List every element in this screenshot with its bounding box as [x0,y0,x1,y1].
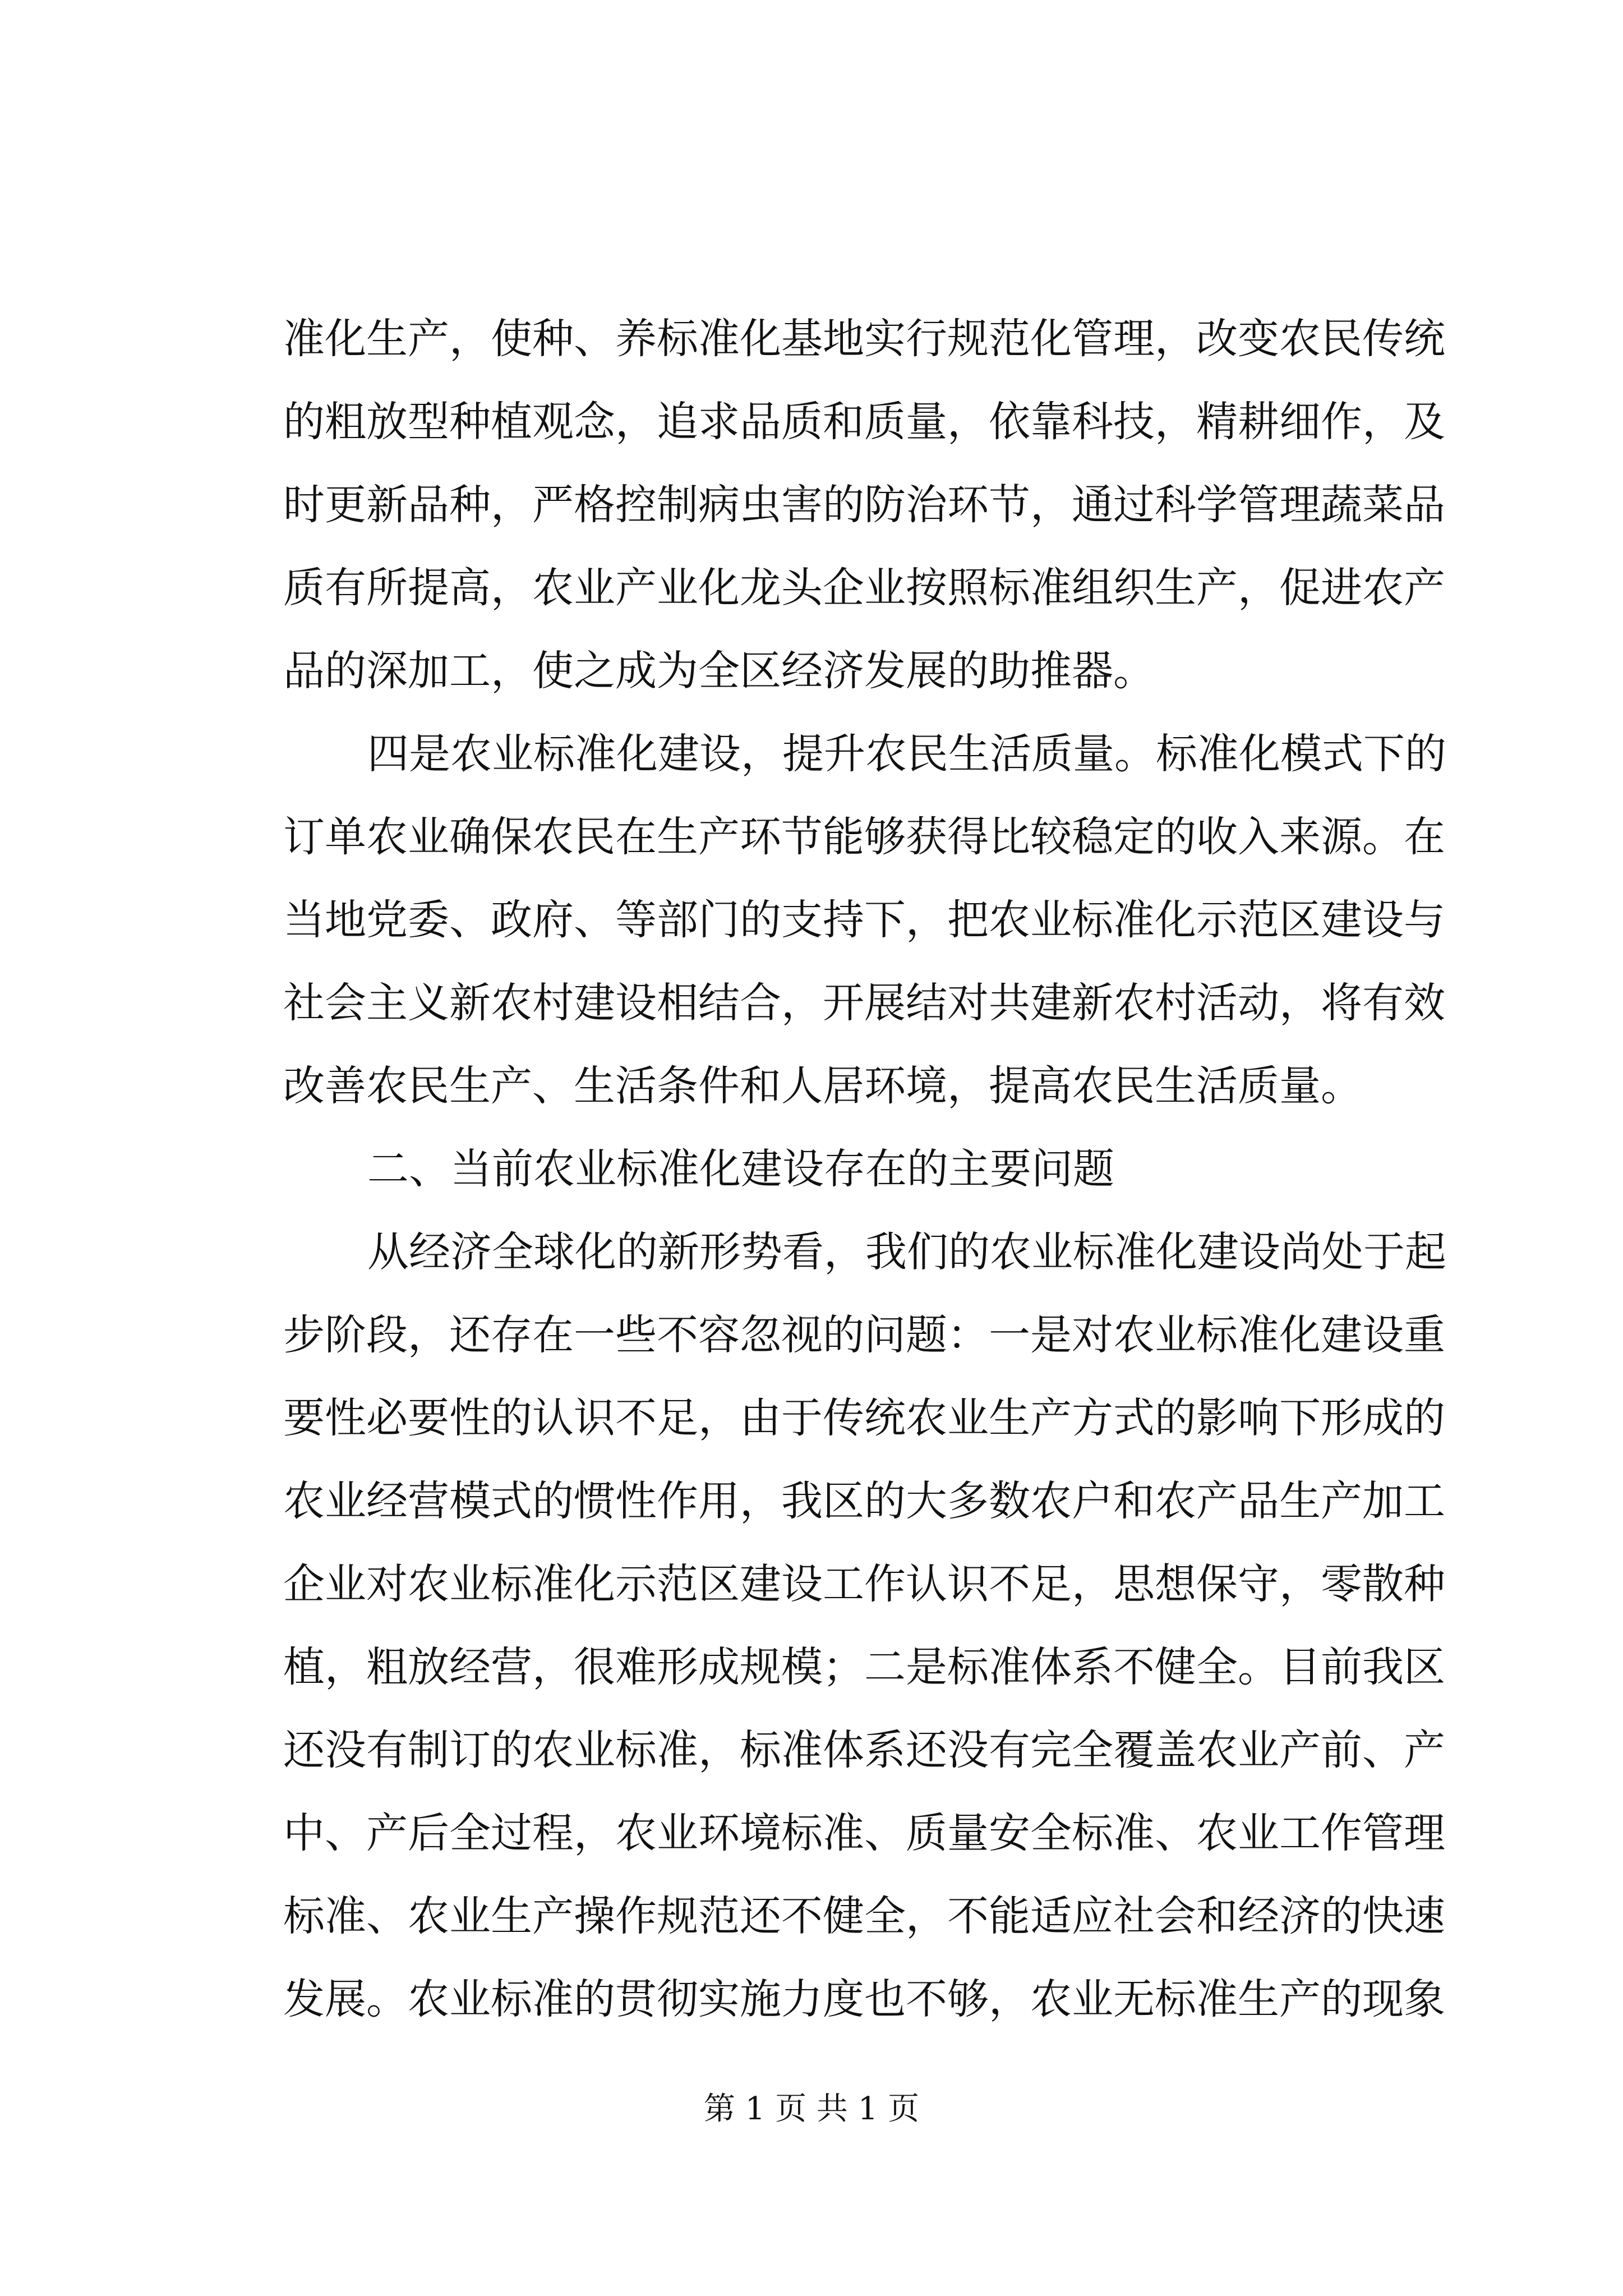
text-line: 社会主义新农村建设相结合，开展结对共建新农村活动，将有效 [283,979,1445,1027]
text-line: 植，粗放经营，很难形成规模；二是标准体系不健全。目前我区 [283,1643,1445,1691]
text-line: 中、产后全过程，农业环境标准、质量安全标准、农业工作管理 [283,1809,1445,1857]
document-body [283,297,1446,2041]
text-line: 四是农业标准化建设，提升农民生活质量。标准化模式下的 [367,730,1446,778]
text-line: 农业经营模式的惯性作用，我区的大多数农户和农产品生产加工 [283,1477,1445,1525]
text-line: 时更新品种，严格控制病虫害的防治环节，通过科学管理蔬菜品 [283,481,1445,529]
section-heading: 二、当前农业标准化建设存在的主要问题 [367,1145,1114,1193]
text-line: 发展。农业标准的贯彻实施力度也不够，农业无标准生产的现象 [283,1975,1445,2023]
text-line: 准化生产，使种、养标准化基地实行规范化管理，改变农民传统 [283,315,1445,363]
page-footer: 第 1 页 共 1 页 [703,2091,920,2127]
text-line: 品的深加工，使之成为全区经济发展的助推器。 [283,647,1155,695]
text-line: 质有所提高，农业产业化龙头企业按照标准组织生产，促进农产 [283,564,1445,612]
text-line: 订单农业确保农民在生产环节能够获得比较稳定的收入来源。在 [283,813,1445,861]
text-line: 步阶段，还存在一些不容忽视的问题：一是对农业标准化建设重 [283,1311,1445,1359]
text-line: 还没有制订的农业标准，标准体系还没有完全覆盖农业产前、产 [283,1726,1445,1774]
text-line: 要性必要性的认识不足，由于传统农业生产方式的影响下形成的 [283,1394,1445,1442]
text-line: 从经济全球化的新形势看，我们的农业标准化建设尚处于起 [367,1228,1446,1276]
text-line: 标准、农业生产操作规范还不健全，不能适应社会和经济的快速 [283,1892,1445,1940]
text-line: 的粗放型种植观念，追求品质和质量，依靠科技，精耕细作，及 [283,398,1445,446]
text-line: 企业对农业标准化示范区建设工作认识不足，思想保守，零散种 [283,1560,1445,1608]
text-line: 改善农民生产、生活条件和人居环境，提高农民生活质量。 [283,1062,1362,1110]
text-line: 当地党委、政府、等部门的支持下，把农业标准化示范区建设与 [283,896,1445,944]
